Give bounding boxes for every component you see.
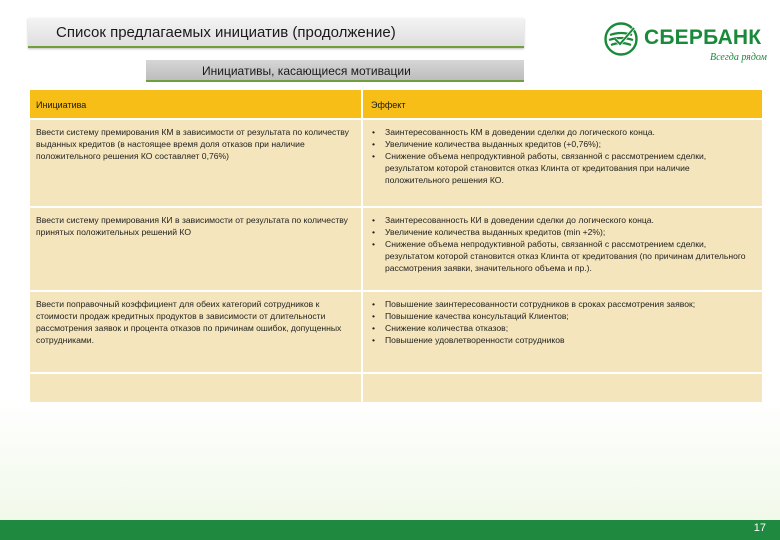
effect-item: • Снижение объема непродуктивной работы, связанной с рассмотрением сделки, результатом которой становится отказ Клинта от кредитования при наличие положительного решения КО.	[371, 150, 756, 186]
effect-item: • Снижение количества отказов;	[371, 322, 756, 334]
effect-list	[371, 212, 756, 274]
logo-slogan: Всегда рядом	[710, 52, 767, 63]
title-band	[28, 18, 524, 48]
footer-bar	[0, 520, 780, 540]
effect-item: • Повышение заинтересованности сотрудников в сроках рассмотрения заявок;	[371, 298, 756, 310]
initiative-cell: Ввести систему премирования КМ в зависимости от результата по количеству выданных кредитов (в настоящее время доля отказов при наличие положительного решения КО составляет 0,76%)	[30, 120, 363, 208]
effect-cell	[363, 120, 762, 208]
effect-cell	[363, 208, 762, 292]
subtitle-band	[146, 60, 524, 82]
sberbank-logo	[602, 22, 770, 68]
effect-item: • Снижение объема непродуктивной работы, связанной с рассмотрением сделки, результатом которой становится отказ Клинта от кредитования (по причинам длительного рассмотрения заявки, значительного объема и пр.).	[371, 238, 756, 274]
effect-item: • Заинтересованность КИ в доведении сделки до логического конца.	[371, 214, 756, 226]
effect-item: • Повышение удовлетворенности сотрудников	[371, 334, 756, 346]
page-title: Список предлагаемых инициатив (продолжение)	[56, 24, 396, 41]
table-row	[30, 292, 762, 374]
header-effect: Эффект	[363, 90, 762, 120]
initiative-cell: Ввести систему премирования КИ в зависимости от результата по количеству принятых положительных решений КО	[30, 208, 363, 292]
initiative-cell: Ввести поправочный коэффициент для обеих категорий сотрудников к стоимости продаж кредитных продуктов в зависимости от длительности рассмотрения заявок и процента отказов по причинам ошибок, допущенных сотрудниками.	[30, 292, 363, 374]
page-number: 17	[753, 522, 766, 534]
table-row	[30, 208, 762, 292]
effect-item: • Увеличение количества выданных кредитов (min +2%);	[371, 226, 756, 238]
table-row	[30, 120, 762, 208]
effect-item: • Увеличение количества выданных кредитов (+0,76%);	[371, 138, 756, 150]
table-header-row	[30, 90, 762, 120]
effect-list	[371, 296, 756, 346]
effect-cell	[363, 292, 762, 374]
sberbank-emblem-icon	[604, 22, 638, 56]
empty-cell	[30, 374, 363, 404]
logo-brand-text: СБЕРБАНК	[644, 26, 762, 49]
effect-item: • Повышение качества консультаций Клиентов;	[371, 310, 756, 322]
effect-item: • Заинтересованность КМ в доведении сделки до логического конца.	[371, 126, 756, 138]
background-tint	[0, 400, 780, 520]
page-subtitle: Инициативы, касающиеся мотивации	[202, 64, 411, 78]
header-initiative: Инициатива	[30, 90, 363, 120]
effect-list	[371, 124, 756, 186]
empty-cell	[363, 374, 762, 404]
table-row-empty	[30, 374, 762, 404]
initiatives-table	[30, 90, 762, 404]
